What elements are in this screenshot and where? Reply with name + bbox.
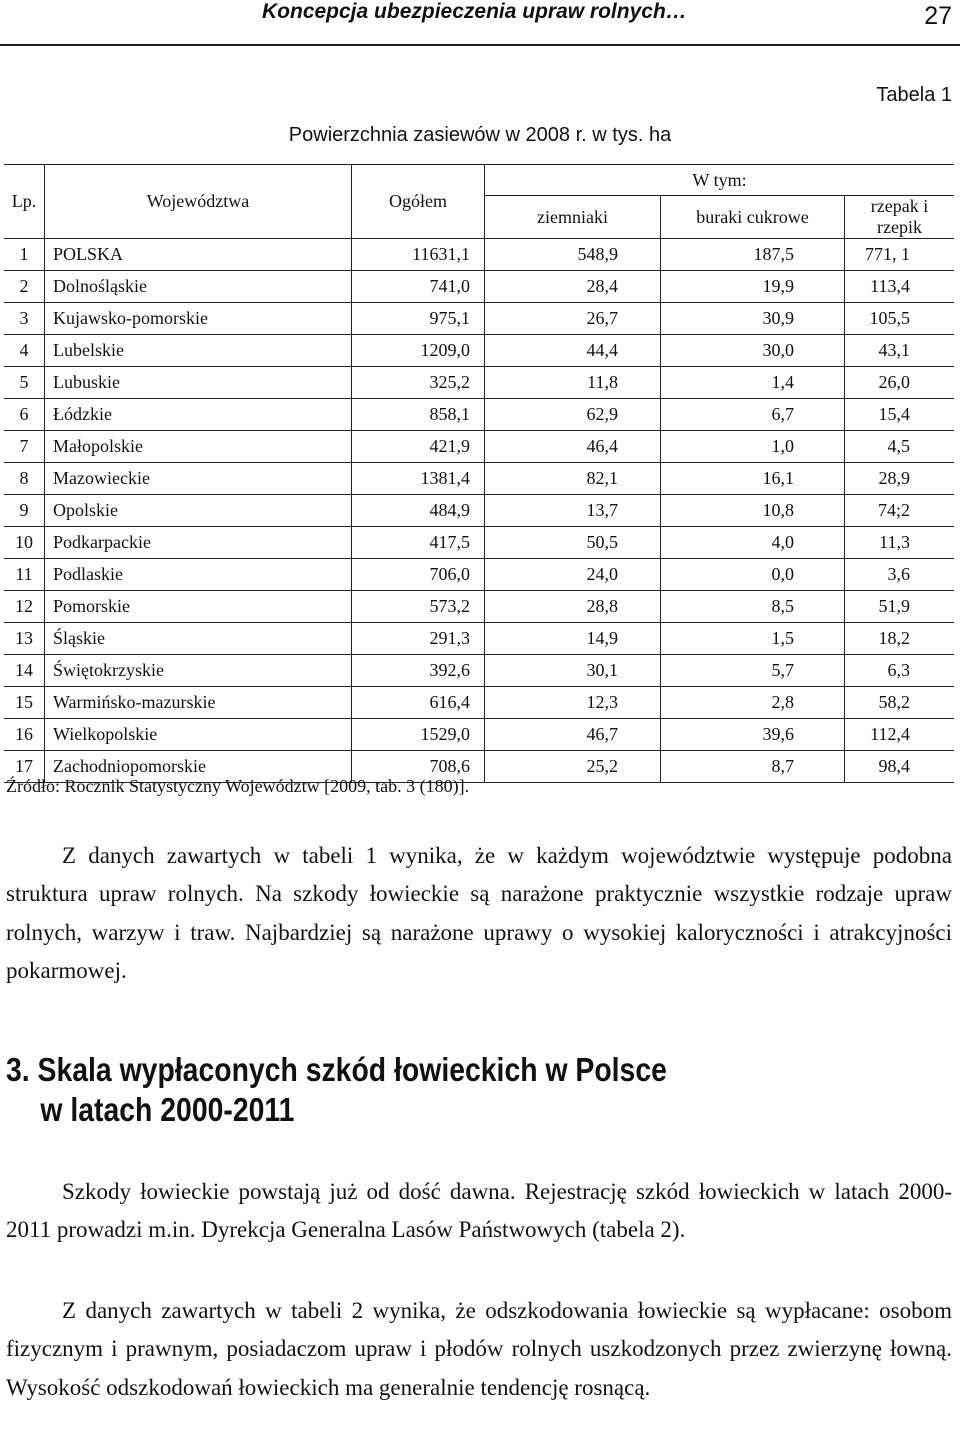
cell-wojewodztwo: Dolnośląskie xyxy=(45,271,352,303)
cell-rzepak: 98,4 xyxy=(845,751,955,783)
cell-wojewodztwo: Warmińsko-mazurskie xyxy=(45,687,352,719)
table-row xyxy=(4,559,954,591)
cell-buraki: 16,1 xyxy=(661,463,845,495)
cell-buraki: 8,5 xyxy=(661,591,845,623)
cell-rzepak: 26,0 xyxy=(845,367,955,399)
cell-buraki: 8,7 xyxy=(661,751,845,783)
cell-buraki: 187,5 xyxy=(661,239,845,271)
cell-ziemniaki: 46,4 xyxy=(485,431,661,463)
cell-rzepak: 4,5 xyxy=(845,431,955,463)
cell-lp: 5 xyxy=(4,367,45,399)
running-header xyxy=(0,0,960,46)
cell-wojewodztwo: Lubuskie xyxy=(45,367,352,399)
cell-wojewodztwo: Łódzkie xyxy=(45,399,352,431)
cell-ziemniaki: 46,7 xyxy=(485,719,661,751)
cell-ziemniaki: 44,4 xyxy=(485,335,661,367)
cell-rzepak: 11,3 xyxy=(845,527,955,559)
paragraph-1-text: Z danych zawartych w tabeli 1 wynika, że w każdym województwie występuje podobna struktura upraw rolnych. Na szkody łowieckie są narażone praktycznie wszystkie rodzaje upraw rolnych, warzyw i traw. Najbardziej są narażone uprawy o wysokiej kaloryczności i atrakcyjności pokarmowej. xyxy=(6,843,952,983)
table-row xyxy=(4,719,954,751)
cell-ziemniaki: 50,5 xyxy=(485,527,661,559)
cell-ziemniaki: 26,7 xyxy=(485,303,661,335)
cell-buraki: 30,9 xyxy=(661,303,845,335)
cell-ogolem: 11631,1 xyxy=(352,239,485,271)
cell-wojewodztwo: Świętokrzyskie xyxy=(45,655,352,687)
cell-ogolem: 975,1 xyxy=(352,303,485,335)
table-source-note: Źródło: Rocznik Statystyczny Województw [2009, tab. 3 (180)]. xyxy=(6,776,470,796)
cell-rzepak: 51,9 xyxy=(845,591,955,623)
cell-lp: 4 xyxy=(4,335,45,367)
cell-lp: 11 xyxy=(4,559,45,591)
cell-ziemniaki: 30,1 xyxy=(485,655,661,687)
header-lp: Lp. xyxy=(4,165,45,239)
table-body xyxy=(4,239,954,783)
table-row xyxy=(4,367,954,399)
header-buraki: buraki cukrowe xyxy=(661,196,845,239)
cell-ogolem: 1529,0 xyxy=(352,719,485,751)
cell-buraki: 2,8 xyxy=(661,687,845,719)
cell-wojewodztwo: Śląskie xyxy=(45,623,352,655)
section-heading-line-2: w latach 2000-2011 xyxy=(40,1091,295,1128)
header-wojewodztwa: Województwa xyxy=(45,165,352,239)
cell-rzepak: 112,4 xyxy=(845,719,955,751)
cell-rzepak: 771, 1 xyxy=(845,239,955,271)
cell-wojewodztwo: Kujawsko-pomorskie xyxy=(45,303,352,335)
cell-wojewodztwo: Podlaskie xyxy=(45,559,352,591)
table-row xyxy=(4,623,954,655)
section-heading xyxy=(6,1050,667,1130)
cell-lp: 15 xyxy=(4,687,45,719)
cell-rzepak: 58,2 xyxy=(845,687,955,719)
header-w-tym: W tym: xyxy=(485,165,955,196)
cell-rzepak: 105,5 xyxy=(845,303,955,335)
table-caption xyxy=(0,124,960,147)
table-caption-text: Powierzchnia zasiewów w 2008 r. w tys. ha xyxy=(288,124,672,146)
cell-ogolem: 858,1 xyxy=(352,399,485,431)
cell-buraki: 39,6 xyxy=(661,719,845,751)
paragraph-3-text: Z danych zawartych w tabeli 2 wynika, że odszkodowania łowieckie są wypłacane: osobom fizycznym i prawnym, posiadaczom upraw i płodów rolnych uszkodzonych przez zwierzynę łowną. Wysokość odszkodowań łowieckich ma generalnie tendencję rosnącą. xyxy=(6,1298,952,1400)
cell-ogolem: 708,6 xyxy=(352,751,485,783)
cell-lp: 7 xyxy=(4,431,45,463)
cell-lp: 9 xyxy=(4,495,45,527)
cell-ziemniaki: 28,8 xyxy=(485,591,661,623)
table-row xyxy=(4,335,954,367)
cell-ziemniaki: 28,4 xyxy=(485,271,661,303)
cell-lp: 1 xyxy=(4,239,45,271)
header-ziemniaki: ziemniaki xyxy=(485,196,661,239)
cell-buraki: 1,0 xyxy=(661,431,845,463)
cell-wojewodztwo: POLSKA xyxy=(45,239,352,271)
cell-lp: 14 xyxy=(4,655,45,687)
cell-ogolem: 741,0 xyxy=(352,271,485,303)
running-header-title: Koncepcja ubezpieczenia upraw rolnych… xyxy=(262,0,687,23)
cell-rzepak: 74;2 xyxy=(845,495,955,527)
cell-ogolem: 392,6 xyxy=(352,655,485,687)
cell-buraki: 10,8 xyxy=(661,495,845,527)
cell-wojewodztwo: Mazowieckie xyxy=(45,463,352,495)
cell-ogolem: 1209,0 xyxy=(352,335,485,367)
page-number: 27 xyxy=(924,2,952,30)
cell-rzepak: 6,3 xyxy=(845,655,955,687)
crop-area-table xyxy=(4,164,954,783)
table-row xyxy=(4,527,954,559)
table-label: Tabela 1 xyxy=(876,84,952,106)
table-header-row xyxy=(4,165,954,196)
cell-ogolem: 484,9 xyxy=(352,495,485,527)
cell-ogolem: 1381,4 xyxy=(352,463,485,495)
cell-ziemniaki: 25,2 xyxy=(485,751,661,783)
paragraph-2-text: Szkody łowieckie powstają już od dość dawna. Rejestrację szkód łowieckich w latach 2000-2011 prowadzi m.in. Dyrekcja Generalna Lasów Państwowych (tabela 2). xyxy=(6,1179,952,1243)
cell-ogolem: 291,3 xyxy=(352,623,485,655)
cell-ogolem: 616,4 xyxy=(352,687,485,719)
cell-ziemniaki: 62,9 xyxy=(485,399,661,431)
cell-rzepak: 43,1 xyxy=(845,335,955,367)
cell-lp: 16 xyxy=(4,719,45,751)
cell-ziemniaki: 24,0 xyxy=(485,559,661,591)
cell-buraki: 6,7 xyxy=(661,399,845,431)
table-row xyxy=(4,655,954,687)
table-row xyxy=(4,431,954,463)
cell-ogolem: 421,9 xyxy=(352,431,485,463)
table-row xyxy=(4,463,954,495)
cell-ogolem: 706,0 xyxy=(352,559,485,591)
cell-rzepak: 15,4 xyxy=(845,399,955,431)
cell-lp: 12 xyxy=(4,591,45,623)
cell-ziemniaki: 548,9 xyxy=(485,239,661,271)
cell-wojewodztwo: Zachodniopomorskie xyxy=(45,751,352,783)
cell-buraki: 0,0 xyxy=(661,559,845,591)
cell-ogolem: 573,2 xyxy=(352,591,485,623)
cell-buraki: 1,4 xyxy=(661,367,845,399)
table-row xyxy=(4,495,954,527)
table-row xyxy=(4,239,954,271)
cell-buraki: 1,5 xyxy=(661,623,845,655)
cell-lp: 8 xyxy=(4,463,45,495)
cell-lp: 6 xyxy=(4,399,45,431)
cell-lp: 17 xyxy=(4,751,45,783)
cell-ogolem: 417,5 xyxy=(352,527,485,559)
cell-ziemniaki: 12,3 xyxy=(485,687,661,719)
cell-rzepak: 18,2 xyxy=(845,623,955,655)
cell-ziemniaki: 13,7 xyxy=(485,495,661,527)
table-row xyxy=(4,303,954,335)
cell-buraki: 30,0 xyxy=(661,335,845,367)
cell-wojewodztwo: Pomorskie xyxy=(45,591,352,623)
cell-ogolem: 325,2 xyxy=(352,367,485,399)
cell-wojewodztwo: Wielkopolskie xyxy=(45,719,352,751)
cell-buraki: 19,9 xyxy=(661,271,845,303)
table-row xyxy=(4,687,954,719)
cell-rzepak: 3,6 xyxy=(845,559,955,591)
cell-buraki: 4,0 xyxy=(661,527,845,559)
cell-wojewodztwo: Podkarpackie xyxy=(45,527,352,559)
cell-wojewodztwo: Lubelskie xyxy=(45,335,352,367)
cell-lp: 2 xyxy=(4,271,45,303)
cell-rzepak: 113,4 xyxy=(845,271,955,303)
cell-lp: 13 xyxy=(4,623,45,655)
cell-buraki: 5,7 xyxy=(661,655,845,687)
cell-wojewodztwo: Opolskie xyxy=(45,495,352,527)
header-rzepak: rzepak i rzepik xyxy=(845,196,955,239)
table-row xyxy=(4,399,954,431)
cell-ziemniaki: 82,1 xyxy=(485,463,661,495)
cell-lp: 10 xyxy=(4,527,45,559)
header-ogolem: Ogółem xyxy=(352,165,485,239)
paragraph-1 xyxy=(6,837,952,990)
table-row xyxy=(4,271,954,303)
paragraph-3 xyxy=(6,1292,952,1407)
cell-ziemniaki: 14,9 xyxy=(485,623,661,655)
paragraph-2 xyxy=(6,1173,952,1250)
cell-lp: 3 xyxy=(4,303,45,335)
cell-rzepak: 28,9 xyxy=(845,463,955,495)
cell-ziemniaki: 11,8 xyxy=(485,367,661,399)
table-row xyxy=(4,591,954,623)
table-header xyxy=(4,165,954,239)
section-heading-line-1: 3. Skala wypłaconych szkód łowieckich w Polsce xyxy=(6,1051,667,1088)
cell-wojewodztwo: Małopolskie xyxy=(45,431,352,463)
